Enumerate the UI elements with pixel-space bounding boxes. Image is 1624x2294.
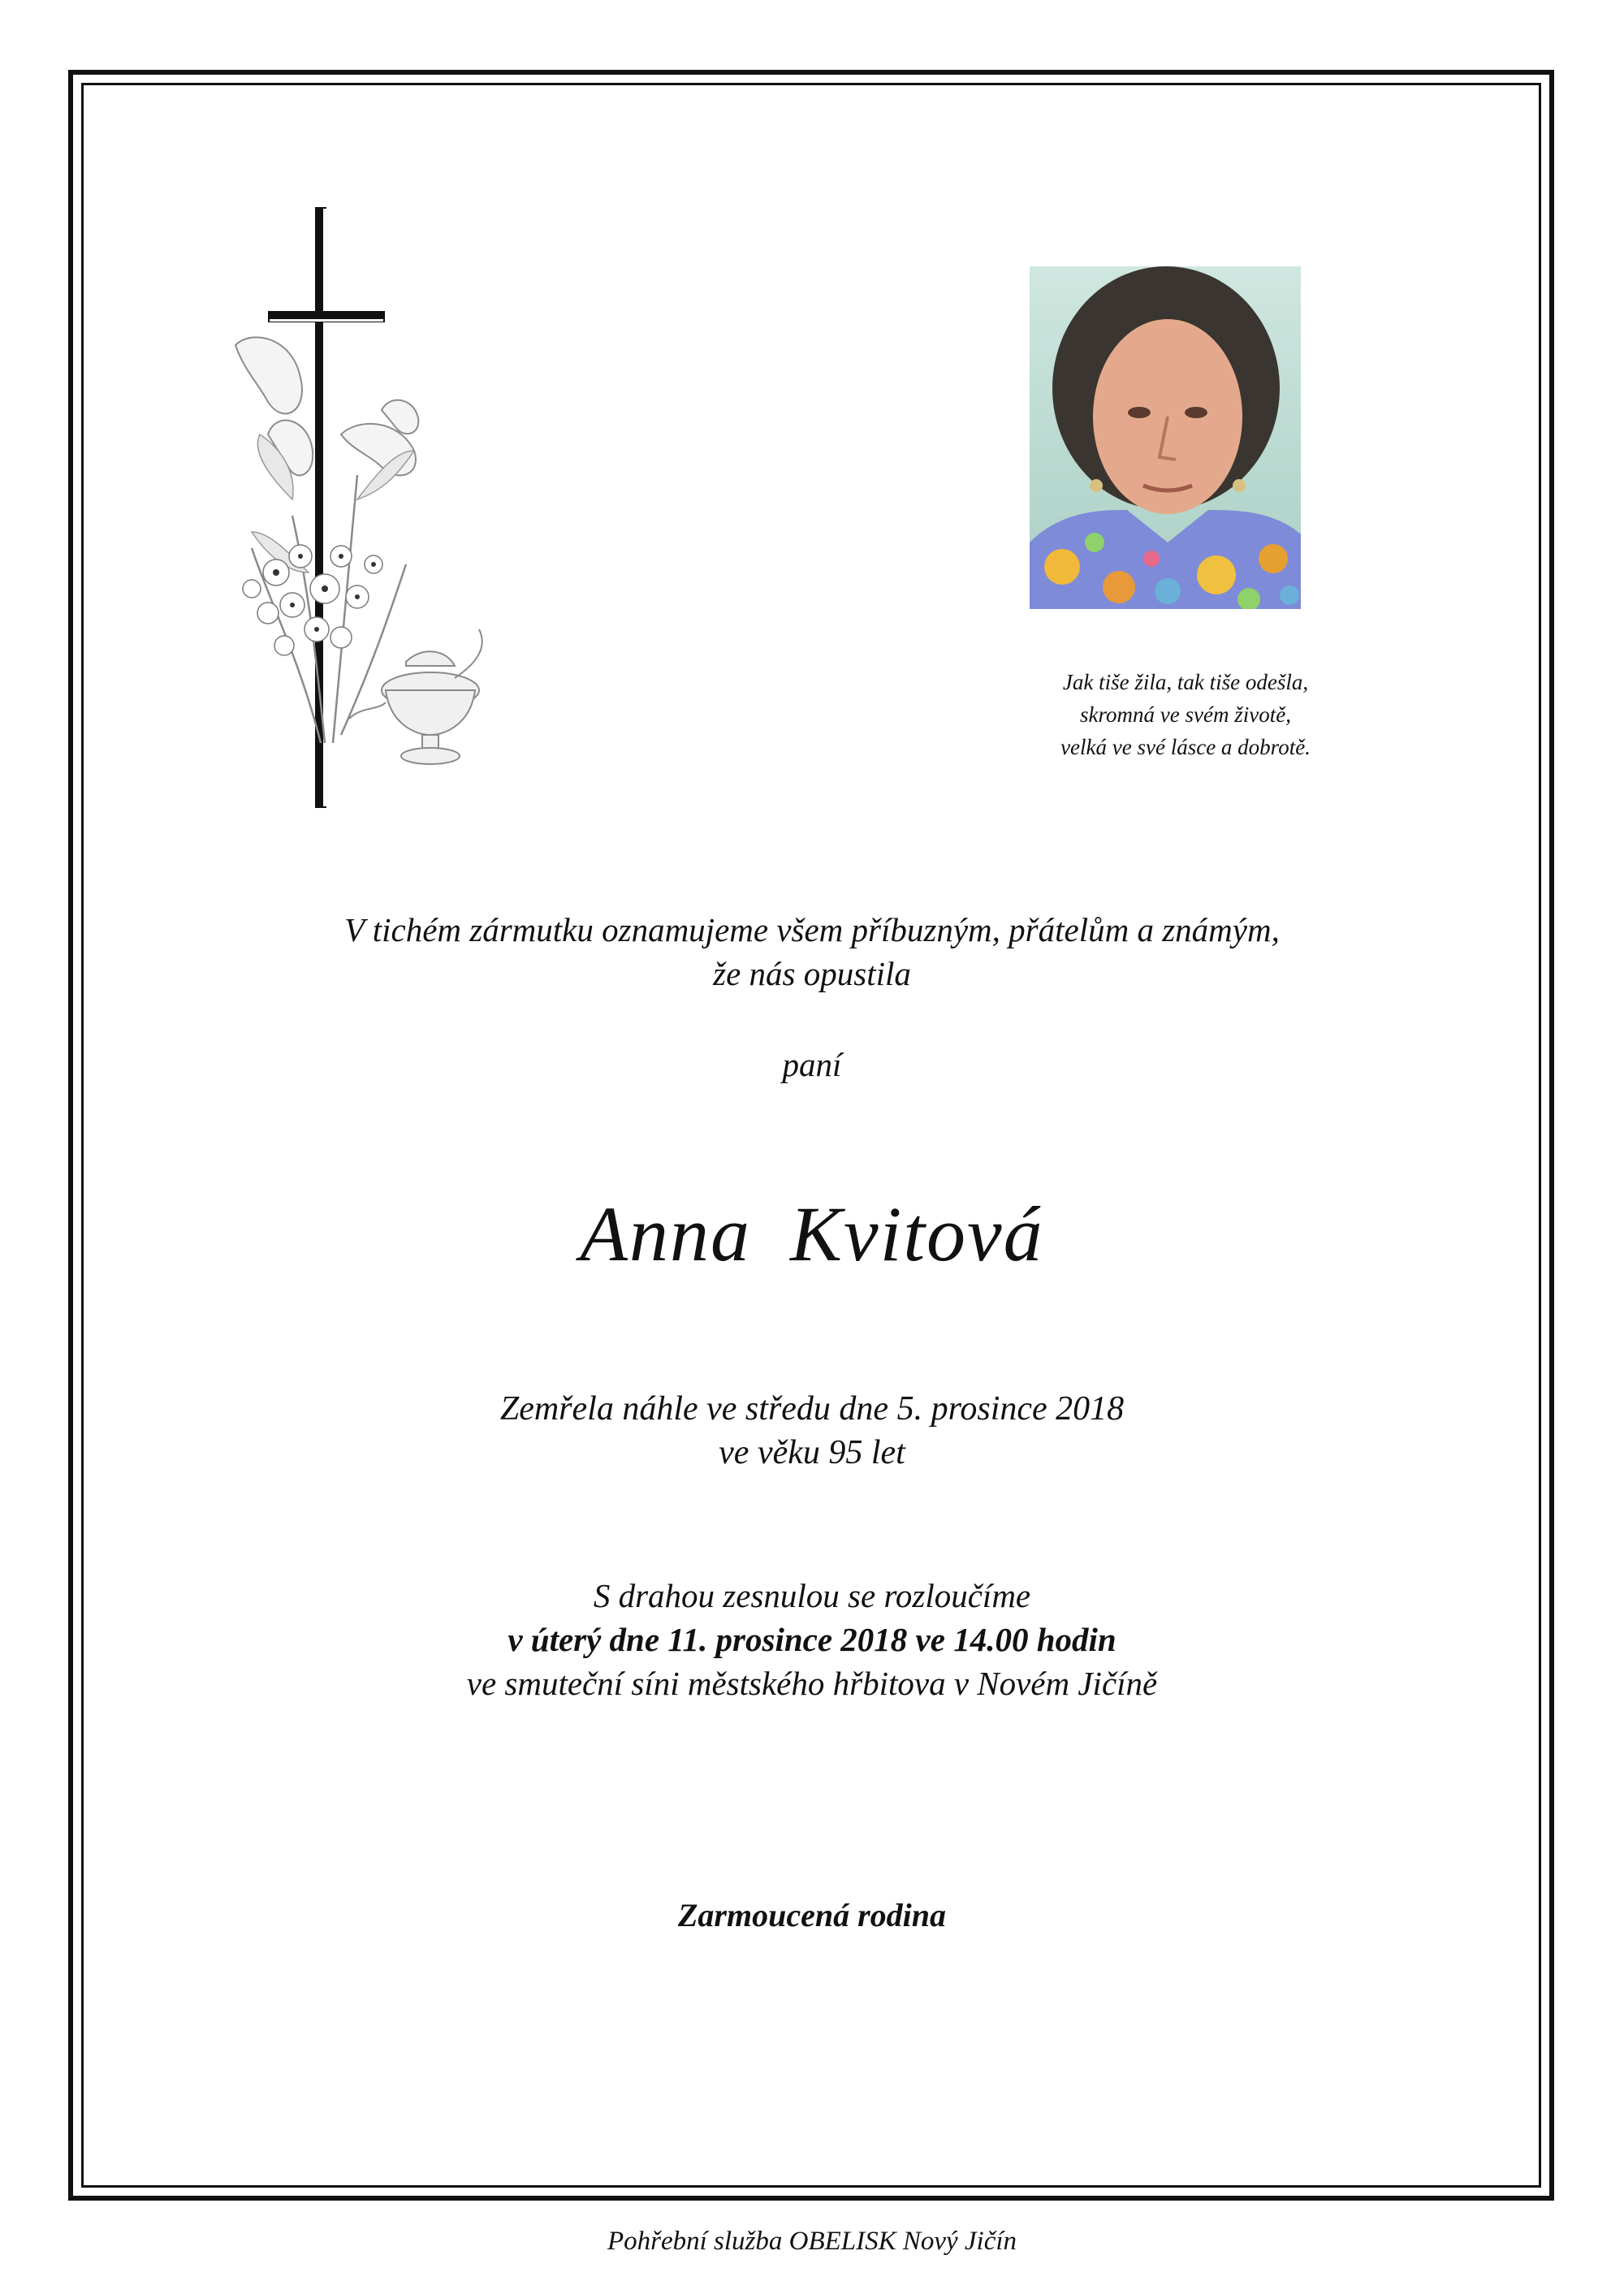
farewell-info (122, 1574, 1502, 1705)
deceased-name: Anna Kvitová (580, 1190, 1044, 1277)
title-word: paní (782, 1046, 842, 1083)
motto (958, 666, 1413, 763)
death-line: Zemřela náhle ve středu dne 5. prosince 2018 (499, 1390, 1125, 1428)
farewell-datetime: v úterý dne 11. prosince 2018 ve 14.00 hodin (508, 1621, 1116, 1658)
announcement (122, 908, 1502, 996)
cross-lily-decoration (219, 207, 512, 816)
death-info (122, 1387, 1502, 1475)
announcement-line: V tichém zármutku oznamujeme všem příbuzným, přátelům a známým, (344, 911, 1280, 948)
announcement-line: že nás opustila (713, 955, 911, 992)
death-age-line: ve věku 95 let (719, 1434, 905, 1471)
cross-icon (219, 207, 512, 816)
motto-line: Jak tiše žila, tak tiše odešla, (1062, 670, 1309, 694)
portrait-photo (1030, 266, 1301, 609)
motto-line: skromná ve svém životě, (1080, 702, 1291, 727)
farewell-line: S drahou zesnulou se rozloučíme (593, 1577, 1031, 1614)
funeral-service-footer: Pohřební služba OBELISK Nový Jičín (607, 2227, 1017, 2256)
signature: Zarmoucená rodina (677, 1897, 947, 1933)
motto-line: velká ve své lásce a dobrotě. (1060, 735, 1311, 759)
farewell-location: ve smuteční síni městského hřbitova v Novém Jičíně (466, 1665, 1158, 1702)
